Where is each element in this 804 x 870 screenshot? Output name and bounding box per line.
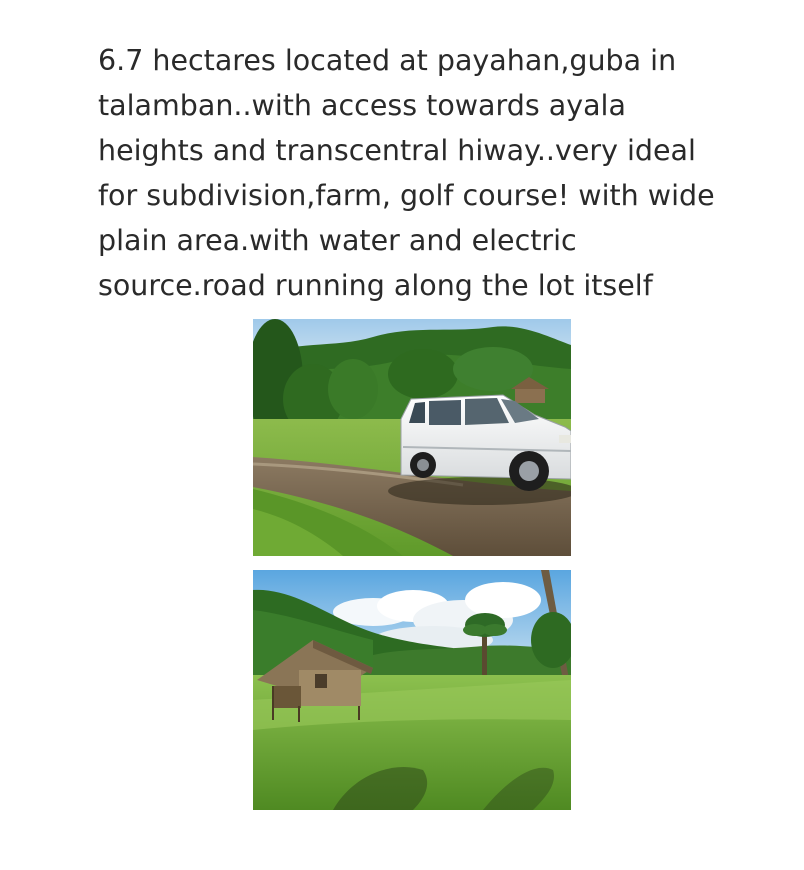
description-line: 6.7 hectares located at payahan,guba in <box>98 44 677 77</box>
description-line: plain area.with water and electric <box>98 224 577 257</box>
photo-van-on-road <box>253 319 571 556</box>
description-line: for subdivision,farm, golf course! with wide <box>98 179 715 212</box>
description-line: source.road running along the lot itself <box>98 269 653 302</box>
description-line: talamban..with access towards ayala <box>98 89 626 122</box>
photo-hut-in-field <box>253 570 571 810</box>
description-line: heights and transcentral hiway..very ideal <box>98 134 696 167</box>
listing-description <box>98 38 738 308</box>
